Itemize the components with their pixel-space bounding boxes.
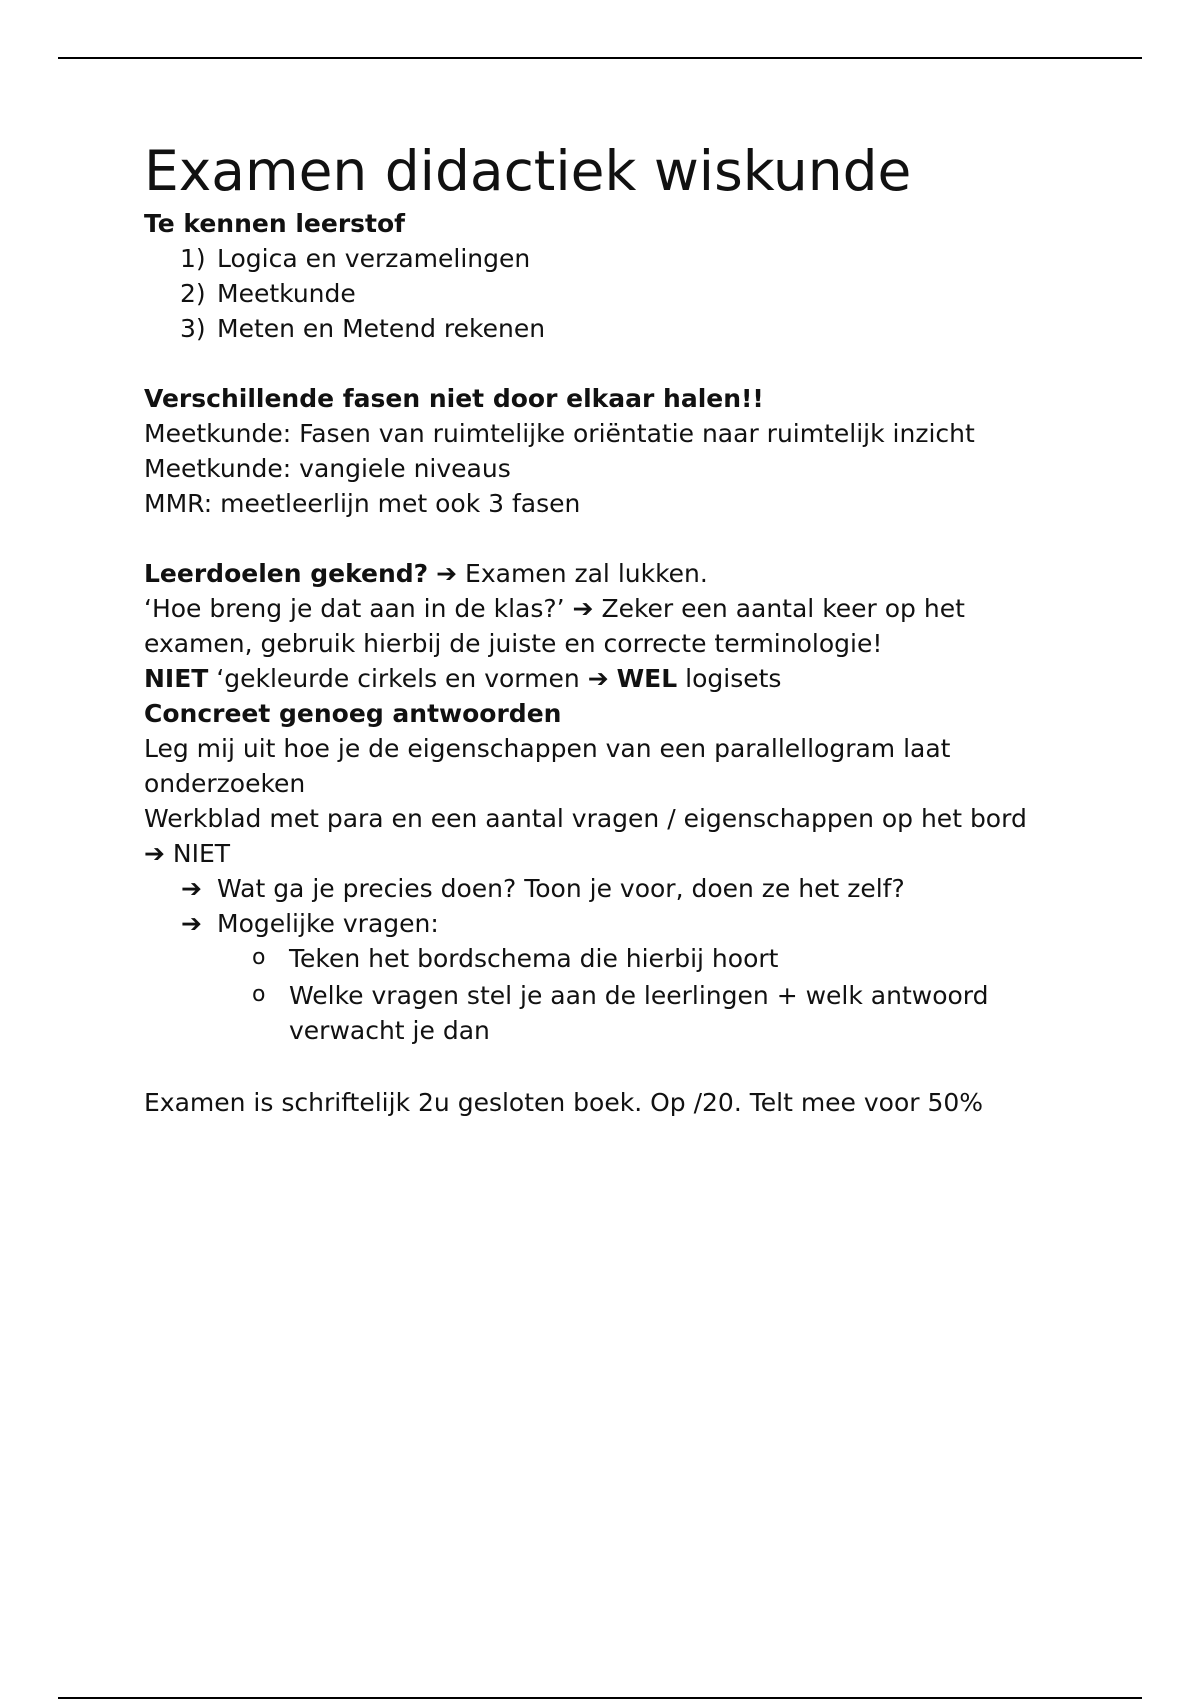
list-item-text: Teken het bordschema die hierbij hoort [289, 944, 779, 973]
spacer [144, 521, 1044, 556]
leerstof-list [144, 241, 1044, 346]
sub-bullet-list [144, 941, 1044, 1048]
werkblad-text: Werkblad met para en een aantal vragen / eigenschappen op het bord [144, 804, 1027, 833]
leerdoelen-result: Examen zal lukken. [465, 559, 708, 588]
wel-label: WEL [616, 664, 678, 693]
exam-info: Examen is schriftelijk 2u gesloten boek. Op /20. Telt mee voor 50% [144, 1088, 984, 1117]
list-item-text: Mogelijke vragen: [217, 909, 439, 938]
list-item [144, 276, 1044, 311]
leerdoelen-label: Leerdoelen gekend? [144, 559, 429, 588]
footer-rule [58, 1697, 1142, 1699]
list-item-text: Logica en verzamelingen [217, 244, 531, 273]
list-item-text: Wat ga je precies doen? Toon je voor, doen ze het zelf? [217, 874, 905, 903]
list-item [144, 941, 1044, 976]
leerdoelen-line [144, 556, 1044, 591]
niet-wel-line [144, 661, 1044, 696]
list-item-text: Welke vragen stel je aan de leerlingen + welk antwoord verwacht je dan [289, 981, 989, 1045]
arrow-icon: ➔ [144, 839, 165, 868]
list-item-text: Meetkunde [217, 279, 356, 308]
hoe-breng-question: ‘Hoe breng je dat aan in de klas?’ [144, 594, 565, 623]
list-item [144, 978, 1044, 1048]
arrow-icon: ➔ [181, 909, 202, 938]
header-rule [58, 57, 1142, 59]
section-heading-concreet: Concreet genoeg antwoorden [144, 699, 562, 728]
section-heading-leerstof: Te kennen leerstof [144, 209, 406, 238]
niet-label: NIET [144, 664, 209, 693]
spacer [144, 1050, 1044, 1085]
arrow-icon: ➔ [587, 664, 609, 693]
fasen-line: MMR: meetleerlijn met ook 3 fasen [144, 489, 581, 518]
hoe-breng-answer: Zeker een aantal keer op het examen, gebruik hierbij de juiste en correcte terminologie! [144, 594, 965, 658]
arrow-icon: ➔ [572, 594, 594, 623]
wel-text: logisets [685, 664, 782, 693]
document-body [144, 140, 1044, 1120]
list-marker: 3) [180, 314, 206, 343]
paragraph [144, 801, 1044, 871]
werkblad-niet: NIET [172, 839, 231, 868]
circle-bullet-icon: o [252, 945, 266, 970]
list-item [144, 871, 1044, 906]
fasen-line: Meetkunde: Fasen van ruimtelijke oriëntatie naar ruimtelijk inzicht [144, 419, 975, 448]
list-item-text: Meten en Metend rekenen [217, 314, 546, 343]
spacer [144, 346, 1044, 381]
list-item [144, 906, 1044, 941]
arrow-bullet-list [144, 871, 1044, 941]
arrow-icon: ➔ [181, 874, 202, 903]
list-marker: 2) [180, 279, 206, 308]
list-marker: 1) [180, 244, 206, 273]
arrow-icon: ➔ [436, 559, 458, 588]
list-item [144, 241, 1044, 276]
list-item [144, 311, 1044, 346]
hoe-breng-line [144, 591, 1044, 661]
circle-bullet-icon: o [252, 982, 266, 1007]
fasen-line: Meetkunde: vangiele niveaus [144, 454, 511, 483]
section-heading-fasen: Verschillende fasen niet door elkaar halen!! [144, 384, 764, 413]
page-title: Examen didactiek wiskunde [144, 139, 912, 203]
paragraph: Leg mij uit hoe je de eigenschappen van een parallellogram laat onderzoeken [144, 734, 951, 798]
niet-text: ‘gekleurde cirkels en vormen [216, 664, 580, 693]
